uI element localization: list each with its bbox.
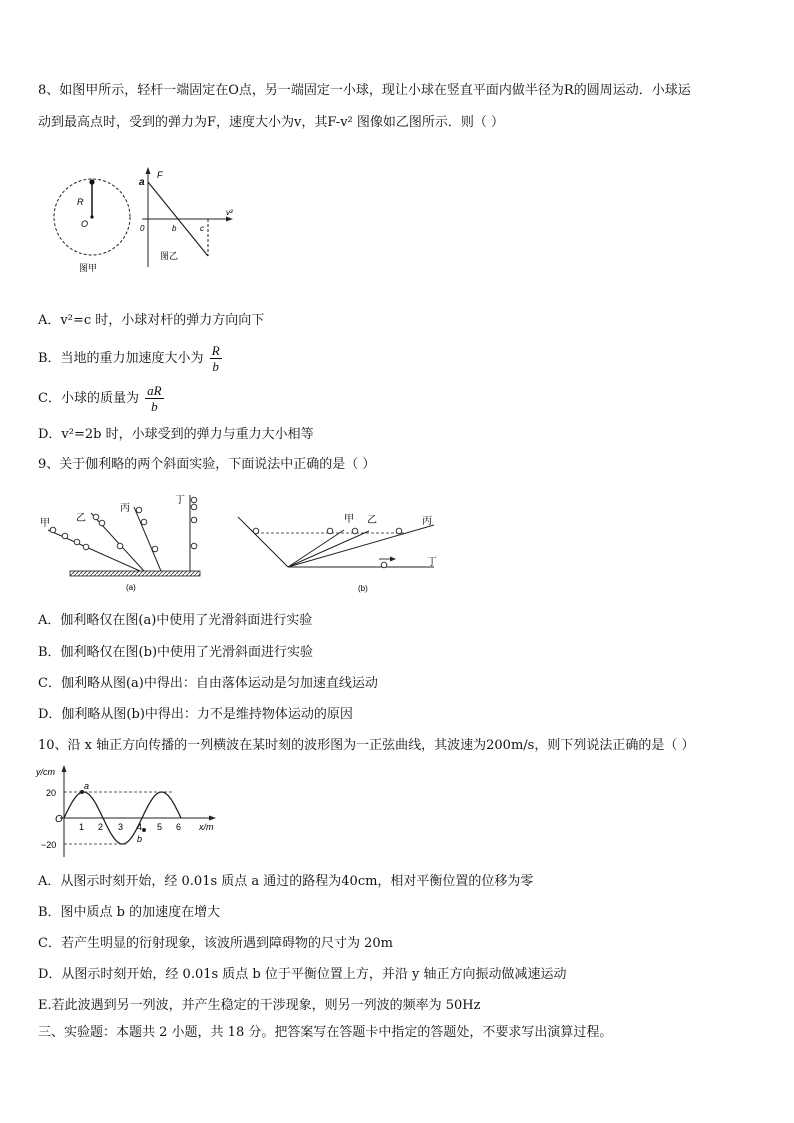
q8-option-b-text: B．当地的重力加速度大小为: [38, 351, 204, 366]
label-0: 0: [140, 224, 145, 233]
point-b: [142, 828, 146, 832]
q8-stem-line2: 动到最高点时，受到的弹力为F，速度大小为v，其F-v² 图像如乙图所示．则（ ）: [38, 115, 505, 130]
q9-option-a: A．伽利略仅在图(a)中使用了光滑斜面进行实验: [38, 613, 313, 628]
label-b: b: [172, 224, 177, 233]
q10-stem: 10、沿 x 轴正方向传播的一列横波在某时刻的波形图为一正弦曲线，其波速为200m/s，则下列说法正确的是（ ）: [38, 738, 695, 753]
svg-text:5: 5: [157, 822, 163, 832]
q9-stem: 9、关于伽利略的两个斜面实验，下面说法中正确的是（ ）: [38, 457, 376, 472]
frac-denominator: b: [151, 399, 158, 414]
label-O: O: [81, 219, 89, 229]
x-axis-label: x/m: [199, 822, 214, 832]
label-a: a: [84, 781, 90, 791]
origin-label: O: [55, 814, 63, 825]
incline-yi: [288, 531, 369, 567]
label-ding: 丁: [175, 495, 185, 506]
y-axis-label: y/cm: [36, 767, 55, 777]
q10-option-b: B．图中质点 b 的加速度在增大: [38, 905, 221, 920]
caption-yi: 图乙: [160, 251, 179, 261]
frac-numerator: aR: [147, 383, 162, 398]
label-b: b: [137, 834, 143, 844]
q8-option-b: [38, 343, 222, 377]
label-a: a: [139, 177, 145, 188]
q8-stem-line1: 8、如图甲所示，轻杆一端固定在O点，另一端固定一小球，现让小球在竖直平面内做半径为R的圆周运动．小球运: [38, 83, 691, 98]
v2-axis-arrow: [226, 217, 233, 222]
caption-jia: 图甲: [79, 263, 98, 273]
q9-option-d: D．伽利略从图(b)中得出：力不是维持物体运动的原因: [38, 707, 353, 722]
q8-option-c: [38, 383, 164, 417]
F-axis-arrow: [146, 167, 151, 174]
q10-wave-figure: [34, 762, 224, 862]
q9-figure-b: [234, 505, 444, 595]
q8-figure: [50, 165, 250, 280]
label-R: R: [77, 197, 84, 207]
label-bing: 丙: [422, 516, 432, 527]
label-c: c: [200, 224, 204, 233]
label-yi: 乙: [367, 515, 377, 526]
label-yi: 乙: [76, 513, 86, 524]
q8-option-c-text: C．小球的质量为: [38, 391, 139, 406]
incline-jia: [288, 530, 344, 567]
q10-option-c: C．若产生明显的衍射现象，该波所遇到障碍物的尺寸为 20m: [38, 936, 393, 951]
q9-option-c: C．伽利略从图(a)中得出：自由落体运动是匀加速直线运动: [38, 676, 378, 691]
left-incline: [238, 517, 288, 567]
label-ding: 丁: [427, 557, 437, 568]
ball: [89, 179, 94, 184]
q10-option-a: A．从图示时刻开始，经 0.01s 质点 a 通过的路程为40cm，相对平衡位置的位移为零: [38, 874, 534, 889]
pivot-point: [90, 215, 93, 218]
q10-option-d: D．从图示时刻开始，经 0.01s 质点 b 位于平衡位置上方，并沿 y 轴正方向振动做减速运动: [38, 967, 567, 982]
label-bing: 丙: [120, 503, 130, 514]
q10-option-e: E.若此波遇到另一列波，并产生稳定的干涉现象，则另一列波的频率为 50Hz: [38, 998, 481, 1013]
q8-option-b-fraction: [210, 343, 222, 374]
svg-text:3: 3: [118, 822, 124, 832]
frac-denominator: b: [212, 359, 219, 374]
x-tick-labels: [79, 822, 181, 832]
q9-option-b: B．伽利略仅在图(b)中使用了光滑斜面进行实验: [38, 645, 314, 660]
svg-text:1: 1: [79, 822, 85, 832]
caption-b: (b): [358, 584, 368, 593]
incline-bing: [288, 525, 434, 567]
incline-bing: [134, 507, 161, 571]
svg-text:2: 2: [98, 822, 104, 832]
label-jia: 甲: [40, 518, 50, 529]
svg-text:4: 4: [137, 822, 143, 832]
svg-text:6: 6: [176, 822, 182, 832]
caption-a: (a): [126, 583, 136, 592]
section-3-heading: 三、实验题：本题共 2 小题，共 18 分。把答案写在答题卡中指定的答题处，不要求写出演算过程。: [38, 1025, 613, 1040]
q8-option-a: A．v²=c 时，小球对杆的弹力方向向下: [38, 313, 265, 328]
label-jia: 甲: [344, 514, 354, 525]
q8-option-c-fraction: [145, 383, 163, 414]
label-v2: v²: [226, 208, 233, 217]
y-tick-20: 20: [46, 788, 57, 798]
y-tick-neg20: −20: [41, 840, 57, 850]
q8-option-d: D．v²=2b 时，小球受到的弹力与重力大小相等: [38, 427, 314, 442]
q9-figure-a: [36, 490, 206, 595]
ground: [70, 571, 200, 576]
incline-yi: [91, 513, 144, 571]
label-F: F: [157, 170, 163, 180]
frac-numerator: R: [211, 343, 220, 358]
